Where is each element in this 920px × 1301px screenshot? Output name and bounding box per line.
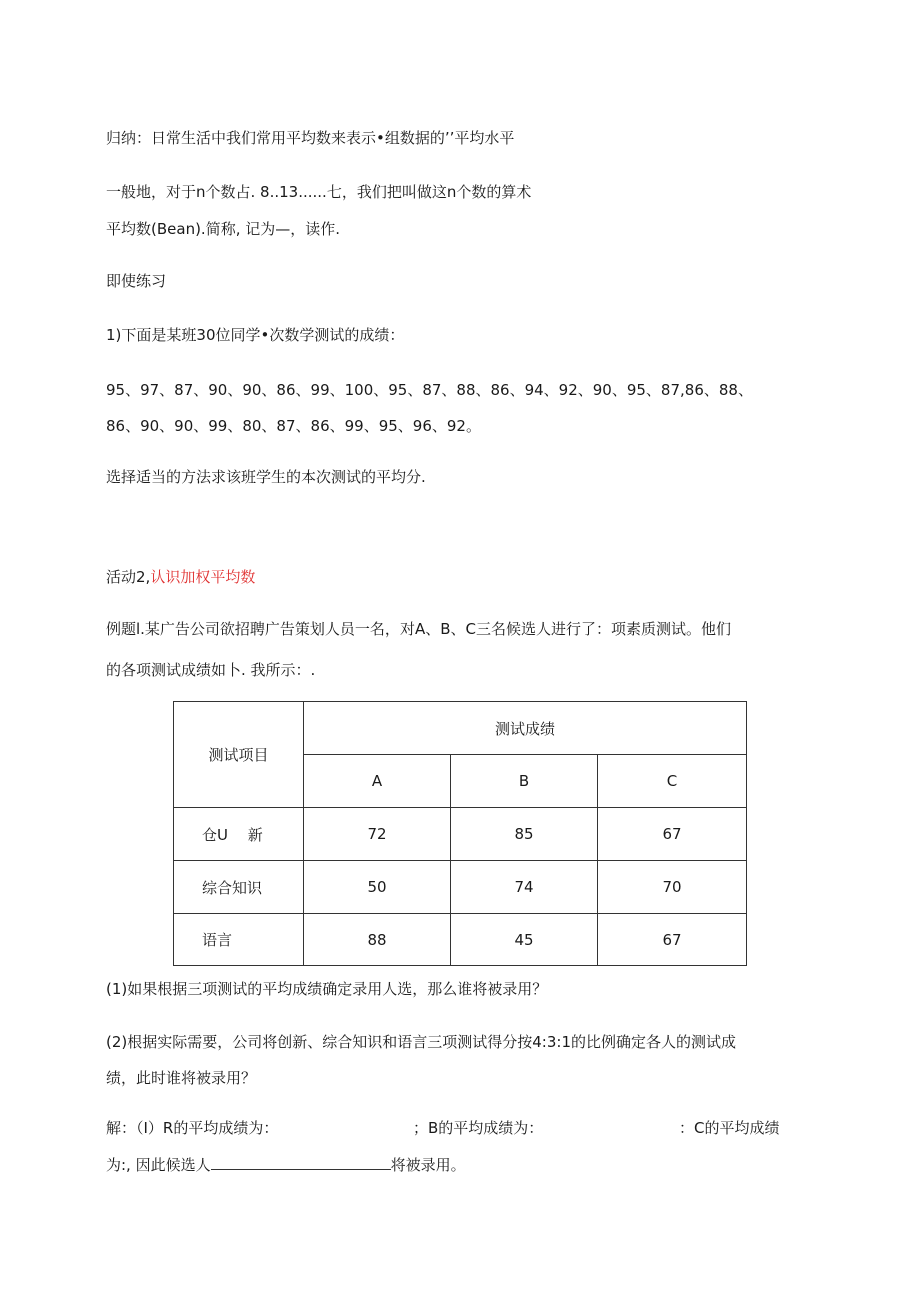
answer-2-suffix: 将被录用。 bbox=[390, 1156, 466, 1174]
activity-title: 认识加权平均数 bbox=[150, 568, 256, 586]
definition-line-1: 一般地，对于n个数占. 8..13......七，我们把叫做这n个数的算术 bbox=[106, 183, 532, 201]
score-table bbox=[173, 701, 747, 966]
answer-b: ；B的平均成绩为： bbox=[413, 1119, 544, 1137]
row-label-knowledge: 综合知识 bbox=[174, 861, 304, 914]
example-line-2: 的各项测试成绩如卜. 我所示：. bbox=[106, 661, 316, 679]
answer-2-prefix: 为:, 因此候选人 bbox=[106, 1156, 211, 1174]
table-row bbox=[174, 861, 747, 914]
activity-prefix: 活动2, bbox=[106, 568, 151, 586]
question-q1: (1)如果根据三项测试的平均成绩确定录用人选，那么谁将被录用？ bbox=[106, 980, 548, 998]
row-label-language: 语言 bbox=[174, 914, 304, 966]
answer-c: ：C的平均成绩 bbox=[679, 1119, 780, 1137]
cell-score: 45 bbox=[451, 914, 598, 966]
answer-line-2 bbox=[106, 1155, 466, 1175]
scores-line-1: 95、97、87、90、90、86、99、100、95、87、88、86、94、92、90、95、87,86、88、 bbox=[106, 381, 753, 399]
cell-score: 88 bbox=[304, 914, 451, 966]
row-label-innovation: 仓U 新 bbox=[174, 808, 304, 861]
question-q2-line-1: (2)根据实际需要，公司将创新、综合知识和语言三项测试得分按4:3:1的比例确定各人的测试成 bbox=[106, 1033, 736, 1051]
cell-score: 67 bbox=[598, 808, 747, 861]
header-candidate-c: C bbox=[598, 755, 747, 808]
table-row bbox=[174, 914, 747, 966]
header-test-scores: 测试成绩 bbox=[304, 702, 747, 755]
instruction-text: 选择适当的方法求该班学生的本次测试的平均分. bbox=[106, 468, 426, 486]
header-test-item: 测试项目 bbox=[174, 702, 304, 808]
summary-text: 归纳：日常生活中我们常用平均数来表示•组数据的’’平均水平 bbox=[106, 129, 515, 147]
header-candidate-b: B bbox=[451, 755, 598, 808]
header-candidate-a: A bbox=[304, 755, 451, 808]
cell-score: 85 bbox=[451, 808, 598, 861]
scores-line-2: 86、90、90、99、80、87、86、99、95、96、92。 bbox=[106, 417, 481, 435]
definition-line-2: 平均数(Bean).简称, 记为—，读作. bbox=[106, 220, 340, 238]
activity-heading bbox=[106, 567, 255, 587]
table-row bbox=[174, 808, 747, 861]
practice-title: 即使练习 bbox=[106, 272, 167, 290]
answer-blank[interactable] bbox=[211, 1155, 391, 1170]
answer-a: 解：（I）R的平均成绩为： bbox=[106, 1119, 279, 1137]
cell-score: 70 bbox=[598, 861, 747, 914]
question-q2-line-2: 绩，此时谁将被录用？ bbox=[106, 1069, 257, 1087]
question-1: 1)下面是某班30位同学•次数学测试的成绩： bbox=[106, 326, 405, 344]
cell-score: 67 bbox=[598, 914, 747, 966]
cell-score: 74 bbox=[451, 861, 598, 914]
cell-score: 72 bbox=[304, 808, 451, 861]
example-line-1: 例题l.某广告公司欲招聘广告策划人员一名，对A、B、C三名候选人进行了：项素质测试。他们 bbox=[106, 620, 731, 638]
cell-score: 50 bbox=[304, 861, 451, 914]
